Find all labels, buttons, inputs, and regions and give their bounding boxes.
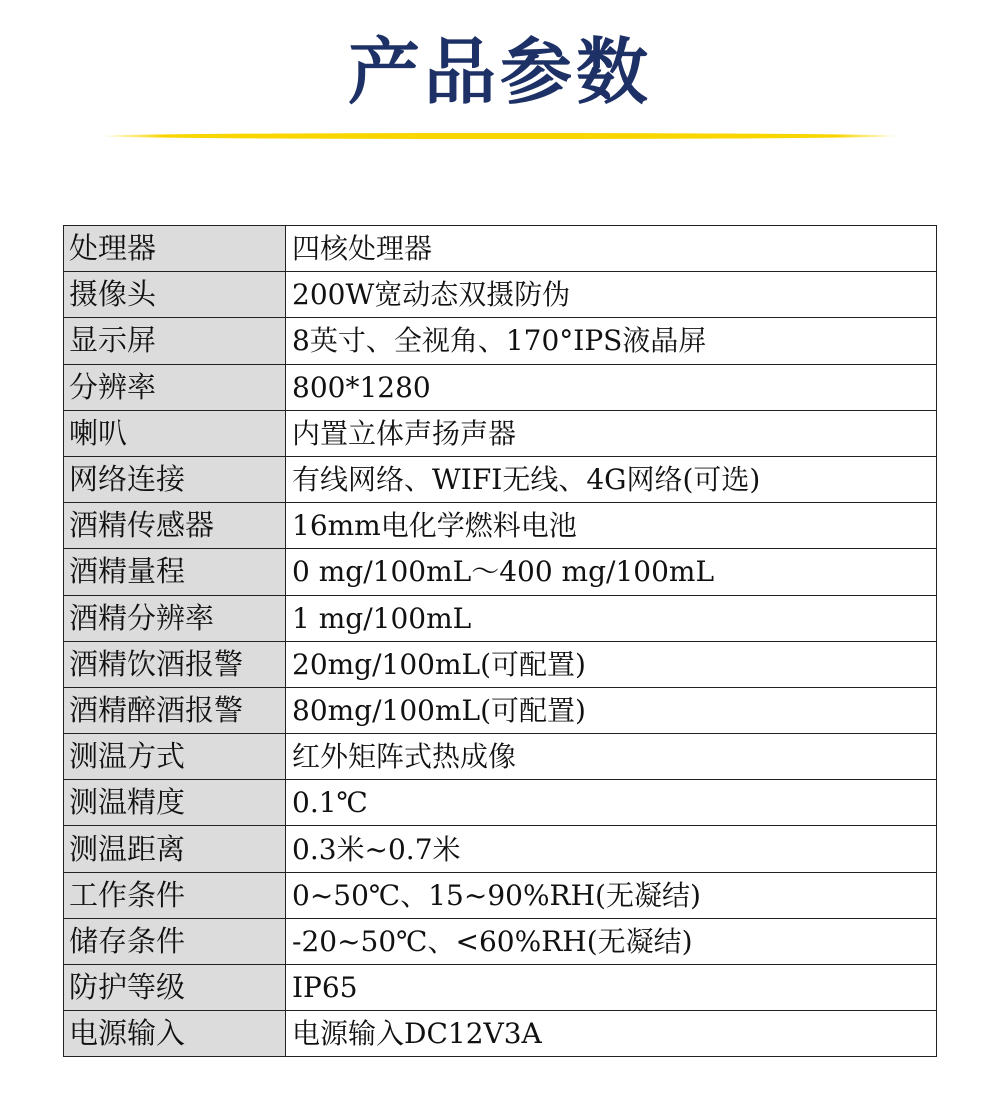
table-row [64, 734, 937, 780]
spec-label: 电源输入 [64, 1011, 286, 1057]
spec-label: 显示屏 [64, 318, 286, 364]
table-row [64, 595, 937, 641]
spec-value: 8英寸、全视角、170°IPS液晶屏 [286, 318, 937, 364]
table-row [64, 456, 937, 502]
spec-label: 工作条件 [64, 872, 286, 918]
spec-value: 0.3米~0.7米 [286, 826, 937, 872]
spec-value: 0.1℃ [286, 780, 937, 826]
table-row [64, 872, 937, 918]
spec-label: 酒精量程 [64, 549, 286, 595]
table-row [64, 965, 937, 1011]
spec-label: 处理器 [64, 226, 286, 272]
spec-value: 四核处理器 [286, 226, 937, 272]
spec-label: 测温精度 [64, 780, 286, 826]
spec-value: 80mg/100mL(可配置) [286, 687, 937, 733]
table-row [64, 272, 937, 318]
spec-label: 酒精传感器 [64, 503, 286, 549]
spec-label: 酒精饮酒报警 [64, 641, 286, 687]
spec-label: 网络连接 [64, 456, 286, 502]
table-row [64, 503, 937, 549]
spec-label: 测温距离 [64, 826, 286, 872]
spec-table [63, 225, 937, 1057]
spec-value: 0 mg/100mL～400 mg/100mL [286, 549, 937, 595]
table-row [64, 1011, 937, 1057]
spec-value: 1 mg/100mL [286, 595, 937, 641]
spec-label: 防护等级 [64, 965, 286, 1011]
spec-label: 酒精分辨率 [64, 595, 286, 641]
spec-value: 电源输入DC12V3A [286, 1011, 937, 1057]
spec-value: 红外矩阵式热成像 [286, 734, 937, 780]
page-title: 产品参数 [347, 30, 652, 114]
table-row [64, 549, 937, 595]
table-row [64, 410, 937, 456]
table-row [64, 826, 937, 872]
spec-label: 测温方式 [64, 734, 286, 780]
table-row [64, 226, 937, 272]
spec-value: 200W宽动态双摄防伪 [286, 272, 937, 318]
spec-label: 摄像头 [64, 272, 286, 318]
spec-value: 16mm电化学燃料电池 [286, 503, 937, 549]
title-underline [100, 133, 900, 139]
spec-value: -20~50℃、<60%RH(无凝结) [286, 918, 937, 964]
table-row [64, 318, 937, 364]
table-row [64, 364, 937, 410]
table-row [64, 918, 937, 964]
table-row [64, 780, 937, 826]
table-row [64, 687, 937, 733]
spec-value: 800*1280 [286, 364, 937, 410]
spec-value: 0~50℃、15~90%RH(无凝结) [286, 872, 937, 918]
spec-value: 20mg/100mL(可配置) [286, 641, 937, 687]
spec-value: 内置立体声扬声器 [286, 410, 937, 456]
spec-label: 分辨率 [64, 364, 286, 410]
spec-label: 酒精醉酒报警 [64, 687, 286, 733]
spec-label: 储存条件 [64, 918, 286, 964]
table-row [64, 641, 937, 687]
spec-label: 喇叭 [64, 410, 286, 456]
spec-value: 有线网络、WIFI无线、4G网络(可选) [286, 456, 937, 502]
spec-value: IP65 [286, 965, 937, 1011]
